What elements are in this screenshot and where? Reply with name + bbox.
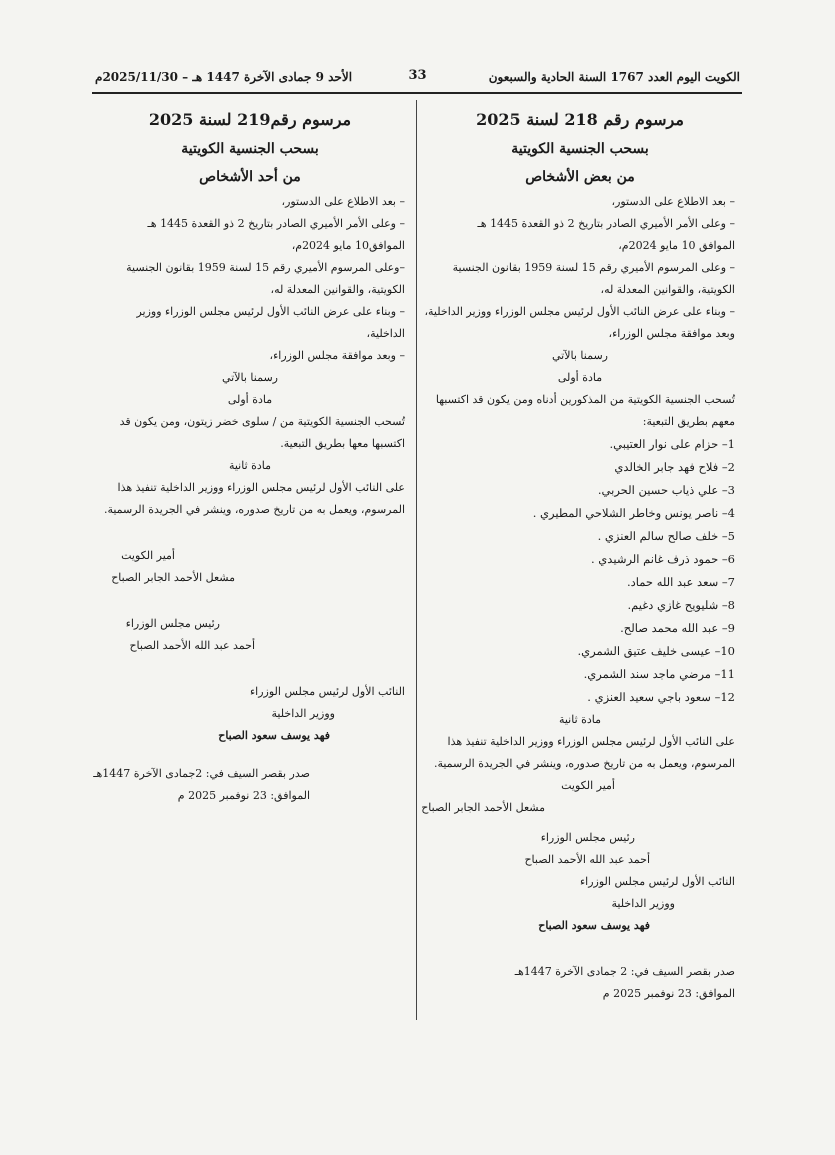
dpm-title: النائب الأول لرئيس مجلس الوزراء (250, 685, 405, 698)
header-rule (92, 92, 742, 94)
article-2-text: على النائب الأول لرئيس مجلس الوزراء ووزير الداخلية تنفيذ هذا (447, 735, 735, 748)
article-1-text: معهم بطريق التبعية: (642, 415, 735, 428)
dpm-name: فهد يوسف سعود الصباح (218, 729, 330, 742)
person-list-item: 8– شليويح غازي دغيم. (627, 598, 735, 612)
article-2-text: المرسوم، ويعمل به من تاريخ صدوره، وينشر في الجريدة الرسمية. (433, 757, 735, 770)
person-list-item: 11– مرضي ماجد سند الشمري. (583, 667, 735, 681)
decree-219-subtitle-2: من أحد الأشخاص (199, 169, 301, 185)
preamble-line: الداخلية، (366, 327, 405, 340)
column-divider (416, 100, 417, 1020)
article-2-text: المرسوم، ويعمل به من تاريخ صدوره، وينشر في الجريدة الرسمية. (103, 503, 405, 516)
dpm-name: فهد يوسف سعود الصباح (538, 919, 650, 932)
dpm-title: النائب الأول لرئيس مجلس الوزراء (580, 875, 735, 888)
article-1-text: اكتسبها معها بطريق التبعية. (280, 437, 405, 450)
preamble-line: – وعلى الأمر الأميري الصادر بتاريخ 2 ذو القعدة 1445 هـ (477, 217, 735, 230)
preamble-line: – وبعد موافقة مجلس الوزراء، (269, 349, 405, 362)
emir-title: أمير الكويت (121, 549, 175, 562)
preamble-line: –وعلى المرسوم الأميري رقم 15 لسنة 1959 بقانون الجنسية (126, 261, 405, 274)
preamble-line: وبعد موافقة مجلس الوزراء، (608, 327, 735, 340)
person-list-item: 1– حزام على نوار العتيبي. (609, 437, 735, 451)
page-number: 33 (408, 68, 427, 83)
person-list-item: 2– فلاح فهد جابر الخالدي (614, 460, 735, 474)
person-list-item: 10– عيسى خليف عتيق الشمري. (577, 644, 735, 658)
person-list-item: 5– خلف صالح سالم العنزي . (597, 529, 735, 543)
article-1-text: تُسحب الجنسية الكويتية من / سلوى خضر زيتون، ومن يكون قد (119, 415, 405, 428)
person-list-item: 4– ناصر يونس وخاطر الشلاحي المطيري . (532, 506, 735, 520)
emir-name: مشعل الأحمد الجابر الصباح (421, 801, 545, 814)
article-1-heading: مادة أولى (227, 393, 273, 406)
person-list-item: 12– سعود باجي سعيد العنزي . (587, 690, 735, 704)
decree-218-subtitle: بسحب الجنسية الكويتية (511, 141, 649, 157)
decreed-heading: رسمنا بالآتي (222, 371, 278, 384)
article-2-heading: مادة ثانية (558, 713, 602, 726)
person-list-item: 9– عبد الله محمد صالح. (620, 621, 735, 635)
header-date: الأحد 9 جمادى الآخرة 1447 هـ – 2025/11/30م (95, 70, 353, 84)
issued-at: صدر بقصر السيف في: 2 جمادى الآخرة 1447هـ (514, 965, 735, 978)
article-2-heading: مادة ثانية (228, 459, 272, 472)
preamble-line: – وبناء على عرض النائب الأول لرئيس مجلس الوزراء ووزير (136, 305, 405, 318)
emir-name: مشعل الأحمد الجابر الصباح (111, 571, 235, 584)
preamble-line: الكويتية، والقوانين المعدلة له، (600, 283, 735, 296)
preamble-line: – وعلى المرسوم الأميري رقم 15 لسنة 1959 بقانون الجنسية (452, 261, 735, 274)
pm-title: رئيس مجلس الوزراء (540, 831, 635, 844)
page-header (95, 66, 740, 90)
article-2-text: على النائب الأول لرئيس مجلس الوزراء ووزير الداخلية تنفيذ هذا (117, 481, 405, 494)
header-issue-info: الكويت اليوم العدد 1767 السنة الحادية والسبعون (488, 70, 740, 84)
preamble-line: الموافق10 مايو 2024م، (291, 239, 405, 252)
pm-name: أحمد عبد الله الأحمد الصباح (524, 853, 650, 866)
decree-218-column (421, 105, 735, 1005)
article-1-heading: مادة أولى (557, 371, 603, 384)
person-list-item: 6– حمود ذرف غانم الرشيدي . (591, 552, 735, 566)
preamble-line: – بعد الاطلاع على الدستور، (281, 195, 405, 208)
decree-219-column (95, 105, 405, 807)
preamble-line: – بعد الاطلاع على الدستور، (611, 195, 735, 208)
decree-219-title: مرسوم رقم219 لسنة 2025 (148, 110, 352, 129)
corresponding-date: الموافق: 23 نوفمبر 2025 م (177, 789, 310, 802)
preamble-line: – وبناء على عرض النائب الأول لرئيس مجلس الوزراء ووزير الداخلية، (424, 305, 735, 318)
preamble-line: الموافق 10 مايو 2024م، (618, 239, 735, 252)
decree-218-subtitle-2: من بعض الأشخاص (525, 169, 635, 185)
article-1-text: تُسحب الجنسية الكويتية من المذكورين أدناه ومن يكون قد اكتسبها (435, 393, 735, 406)
preamble-line: – وعلى الأمر الأميري الصادر بتاريخ 2 ذو القعدة 1445 هـ (147, 217, 405, 230)
dpm-title-2: ووزير الداخلية (271, 707, 335, 720)
emir-title: أمير الكويت (561, 779, 615, 792)
person-list-item: 3– علي ذياب حسين الحربي. (597, 483, 735, 497)
decree-218-title: مرسوم رقم 218 لسنة 2025 (476, 110, 684, 129)
preamble-line: الكويتية، والقوانين المعدلة له، (270, 283, 405, 296)
person-list-item: 7– سعد عبد الله حماد. (627, 575, 735, 589)
corresponding-date: الموافق: 23 نوفمبر 2025 م (602, 987, 735, 1000)
dpm-title-2: ووزير الداخلية (611, 897, 675, 910)
pm-title: رئيس مجلس الوزراء (125, 617, 220, 630)
issued-at: صدر بقصر السيف في: 2جمادى الآخرة 1447هـ (93, 767, 310, 780)
pm-name: أحمد عبد الله الأحمد الصباح (129, 639, 255, 652)
decree-219-subtitle: بسحب الجنسية الكويتية (181, 141, 319, 157)
decreed-heading: رسمنا بالآتي (552, 349, 608, 362)
